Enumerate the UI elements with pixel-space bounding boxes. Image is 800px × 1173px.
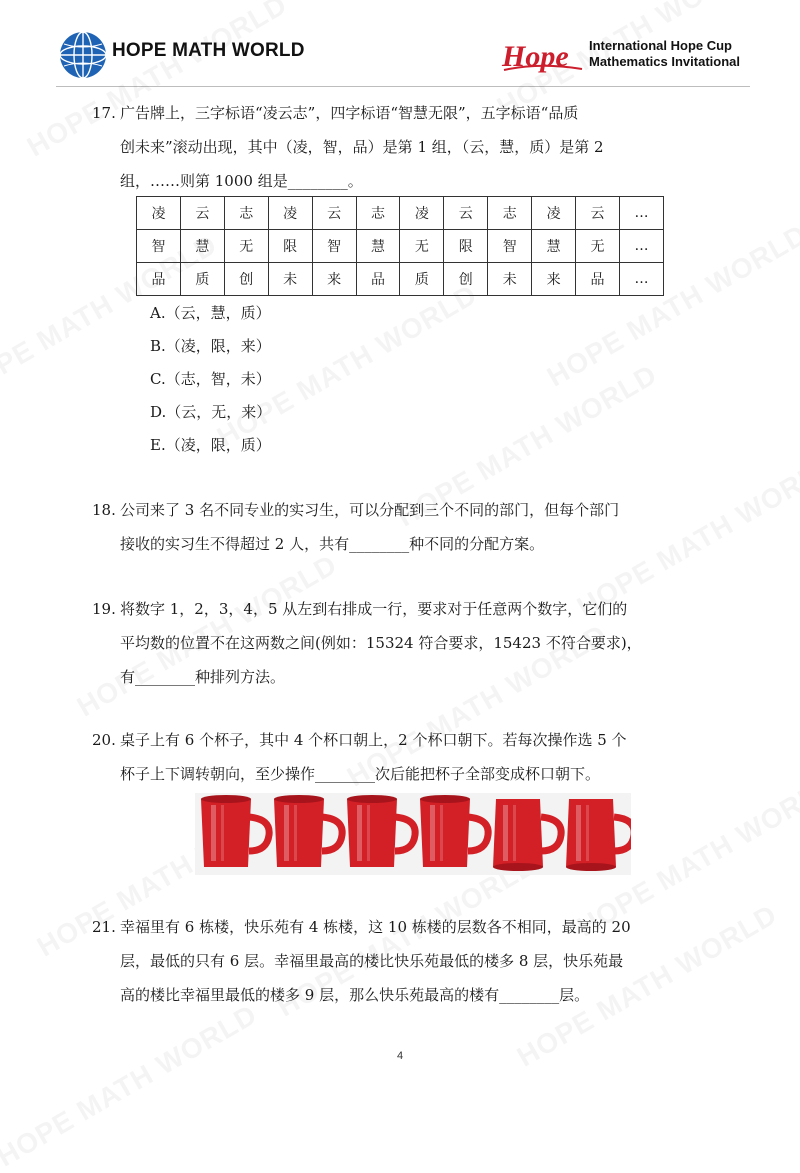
- table-cell: 无: [400, 230, 444, 263]
- table-cell: 云: [180, 197, 224, 230]
- table-cell: …: [619, 197, 663, 230]
- table-cell: 云: [444, 197, 488, 230]
- question-text-line: 平均数的位置不在这两数之间(例如：15324 符合要求，15423 不符合要求)，: [120, 634, 642, 652]
- table-cell: 限: [268, 230, 312, 263]
- table-cell: 志: [356, 197, 400, 230]
- brand-name-right: [589, 38, 740, 70]
- table-cell: 无: [576, 230, 620, 263]
- table-cell: 慧: [356, 230, 400, 263]
- question-text-line: 层，最低的只有 6 层。幸福里最高的楼比快乐苑最低的楼多 8 层，快乐苑最: [120, 952, 624, 970]
- question-number: 21.: [92, 918, 116, 936]
- table-cell: 凌: [400, 197, 444, 230]
- slogan-table: [136, 196, 664, 296]
- hope-cup-logo-icon: [500, 36, 584, 76]
- table-cell: 慧: [532, 230, 576, 263]
- page-number: 4: [396, 1050, 404, 1062]
- question-number: 17.: [92, 104, 116, 122]
- table-cell: 智: [312, 230, 356, 263]
- table-cell: 来: [312, 263, 356, 296]
- table-cell: 云: [576, 197, 620, 230]
- brand-name-left: HOPE MATH WORLD: [112, 40, 305, 61]
- table-cell: 质: [180, 263, 224, 296]
- question-number: 19.: [92, 600, 116, 618]
- table-cell: 云: [312, 197, 356, 230]
- table-cell: 慧: [180, 230, 224, 263]
- table-cell: 创: [444, 263, 488, 296]
- hope-logo-text: Hope: [502, 40, 569, 73]
- table-cell: 质: [400, 263, 444, 296]
- question-17: [92, 96, 680, 198]
- watermark-text: [0, 999, 263, 1173]
- table-row: [137, 263, 664, 296]
- table-cell: 智: [137, 230, 181, 263]
- table-cell: 智: [488, 230, 532, 263]
- table-cell: 志: [488, 197, 532, 230]
- question-20: [92, 723, 680, 791]
- table-cell: 品: [356, 263, 400, 296]
- table-cell: 凌: [532, 197, 576, 230]
- option-a: A.（云，慧，质）: [150, 304, 271, 322]
- table-cell: 来: [532, 263, 576, 296]
- table-cell: 品: [576, 263, 620, 296]
- question-text-line: 桌子上有 6 个杯子，其中 4 个杯口朝上，2 个杯口朝下。若每次操作选 5 个: [120, 731, 627, 749]
- table-cell: 限: [444, 230, 488, 263]
- question-text-line: 高的楼比幸福里最低的楼多 9 层，那么快乐苑最高的楼有________层。: [120, 986, 590, 1004]
- brand-right-line2: Mathematics Invitational: [589, 54, 740, 69]
- table-cell: 未: [488, 263, 532, 296]
- question-number: 18.: [92, 501, 116, 519]
- table-cell: 创: [224, 263, 268, 296]
- question-text-line: 广告牌上，三字标语“凌云志”，四字标语“智慧无限”，五字标语“品质: [120, 104, 579, 122]
- table-row: [137, 230, 664, 263]
- question-number: 20.: [92, 731, 116, 749]
- question-text-line: 杯子上下调转朝向，至少操作________次后能把杯子全部变成杯口朝下。: [120, 765, 601, 783]
- cups-illustration: [195, 793, 631, 875]
- option-c: C.（志，智，未）: [150, 370, 271, 388]
- question-text-line: 创未来”滚动出现，其中（凌，智，品）是第 1 组，（云，慧，质）是第 2: [120, 138, 604, 156]
- table-cell: 志: [224, 197, 268, 230]
- option-d: D.（云，无，来）: [150, 403, 272, 421]
- table-row: [137, 197, 664, 230]
- table-cell: 凌: [268, 197, 312, 230]
- brand-right-line1: International Hope Cup: [589, 38, 732, 53]
- table-cell: 品: [137, 263, 181, 296]
- option-b: B.（凌，限，来）: [150, 337, 271, 355]
- page-header: [0, 0, 800, 90]
- answer-options: [150, 297, 271, 462]
- table-cell: 未: [268, 263, 312, 296]
- question-text-line: 幸福里有 6 栋楼，快乐苑有 4 栋楼，这 10 栋楼的层数各不相同，最高的 20: [120, 918, 631, 936]
- question-text-line: 将数字 1，2，3，4，5 从左到右排成一行，要求对于任意两个数字，它们的: [120, 600, 628, 618]
- question-text-line: 接收的实习生不得超过 2 人，共有________种不同的分配方案。: [120, 535, 545, 553]
- table-cell: 凌: [137, 197, 181, 230]
- globe-logo-icon: [58, 30, 108, 80]
- table-cell: …: [619, 230, 663, 263]
- option-e: E.（凌，限，质）: [150, 436, 271, 454]
- question-18: [92, 493, 680, 561]
- table-cell: 无: [224, 230, 268, 263]
- question-text-line: 公司来了 3 名不同专业的实习生，可以分配到三个不同的部门，但每个部门: [120, 501, 620, 519]
- header-divider: [56, 86, 750, 87]
- table-cell: …: [619, 263, 663, 296]
- question-text-line: 组，……则第 1000 组是________。: [120, 172, 363, 190]
- question-19: [92, 592, 680, 694]
- question-text-line: 有________种排列方法。: [120, 668, 286, 686]
- question-21: [92, 910, 680, 1012]
